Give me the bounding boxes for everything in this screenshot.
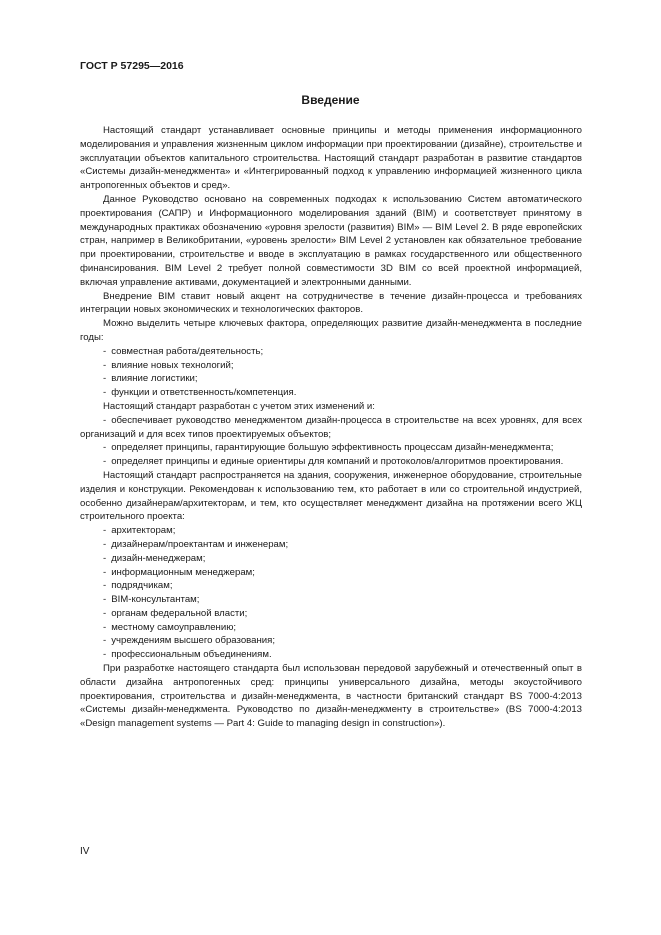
paragraph-3: Внедрение BIM ставит новый акцент на сотрудничестве в течение дизайн-процесса и требованиях интеграции новых экономических и технологических факторов. [80,290,582,316]
dash-marker: - [103,387,107,399]
list-item-text: определяет принципы и единые ориентиры для компаний и протоколов/алгоритмов проектирования. [111,456,564,468]
list-item [80,593,582,607]
factors-list [80,345,582,400]
list-item [80,524,582,538]
list-item-text: влияние новых технологий; [111,359,234,371]
dash-marker: - [103,580,107,592]
list-item-text: дизайн-менеджерам; [111,552,206,564]
standard-purpose-list [80,414,582,469]
dash-marker: - [103,607,107,619]
dash-marker: - [103,635,107,647]
list-item-text: информационным менеджерам; [111,566,255,578]
list-item-text: профессиональным объединениям. [111,649,272,661]
list-item-text: влияние логистики; [111,373,198,385]
dash-marker: - [103,456,107,468]
list-item [80,372,582,386]
paragraph-7: При разработке настоящего стандарта был использован передовой зарубежный и отечественный опыт в области дизайна антропогенных сред: принципы универсального дизайна, методы экоустойчивого проектирования, строительства и дизайн-менеджмента, в частности британский стандарт BS 7000-4:2013 «Системы дизайн-менеджмента. Руководство по дизайн-менеджменту в строительстве» (BS 7000-4:2013 «Design management systems — Part 4: Guide to managing design in construction»). [80,663,582,730]
list-item [80,621,582,635]
list-item [80,607,582,621]
page-number: IV [80,846,90,857]
dash-marker: - [103,621,107,633]
dash-marker: - [103,373,107,385]
dash-marker: - [103,345,107,357]
list-item [80,386,582,400]
list-item [80,538,582,552]
dash-marker: - [103,594,107,606]
list-item [80,634,582,648]
list-item-text: учреждениям высшего образования; [111,635,275,647]
list-item [80,566,582,580]
list-item [80,579,582,593]
list-item-text: органам федеральной власти; [111,607,248,619]
list-item [80,455,582,469]
list-item-text: подрядчикам; [111,580,173,592]
list-item-text: архитекторам; [111,525,176,537]
list-item-text: местному самоуправлению; [111,621,237,633]
list-item-text: определяет принципы, гарантирующие большую эффективность процессам дизайн-менеджмента; [111,442,554,454]
list-item [80,359,582,373]
list-item-text: обеспечивает руководство менеджментом дизайн-процесса в строительстве на всех уровнях, для всех организаций и для всех типов проектируемых объектов; [80,414,582,440]
dash-marker: - [103,552,107,564]
dash-marker: - [103,442,107,454]
paragraph-2: Данное Руководство основано на современных подходах к использованию Систем автоматического проектирования (САПР) и Информационного моделирования зданий (BIM) и соответствует принятому в международных практиках обозначению «уровня зрелости (развития) BIM» — BIM Level 2. В ряде европейских стран, например в Великобритании, «уровень зрелости» BIM Level 2 установлен как обязательное требование при проектировании, строительстве и вводе в эксплуатацию в рамках государственного или общественного финансирования. BIM Level 2 требует полной совместимости 3D BIM со всей проектной информацией, включая управление активами, документацией и электронными данными. [80,193,582,288]
paragraph-5: Настоящий стандарт разработан с учетом этих изменений и: [103,400,375,412]
dash-marker: - [103,414,107,426]
paragraph-4: Можно выделить четыре ключевых фактора, определяющих развитие дизайн-менеджмента в последние годы: [80,318,582,343]
list-item-text: дизайнерам/проектантам и инженерам; [111,538,289,550]
list-item [80,648,582,662]
dash-marker: - [103,566,107,578]
section-title: Введение [301,93,360,107]
list-item [80,414,582,442]
dash-marker: - [103,649,107,661]
paragraph-1: Настоящий стандарт устанавливает основные принципы и методы применения информационного моделирования и управления жизненным циклом информации при проектировании (дизайне), строительстве и эксплуатации объектов капитального строительства. Настоящий стандарт разработан в развитие стандартов «Системы дизайн-менеджмента» и «Интегрированный подход к управлению информацией жизненного цикла антропогенных объектов и сред». [80,125,582,192]
list-item [80,552,582,566]
dash-marker: - [103,525,107,537]
list-item [80,345,582,359]
list-item [80,441,582,455]
paragraph-6: Настоящий стандарт распространяется на здания, сооружения, инженерное оборудование, строительные изделия и конструкции. Рекомендован к использованию тем, кто работает в или со строительной индустрией, особенно дизайнерам/архитекторам, и тем, кто осуществляет менеджмент дизайна на протяжении всего ЖЦ строительного проекта: [80,469,582,523]
document-header: ГОСТ Р 57295—2016 [80,60,184,72]
list-item-text: функции и ответственность/компетенция. [111,387,297,399]
list-item-text: BIM-консультантам; [111,594,200,606]
dash-marker: - [103,359,107,371]
list-item-text: совместная работа/деятельность; [111,345,264,357]
audience-list [80,524,582,662]
dash-marker: - [103,538,107,550]
document-body [80,124,582,731]
